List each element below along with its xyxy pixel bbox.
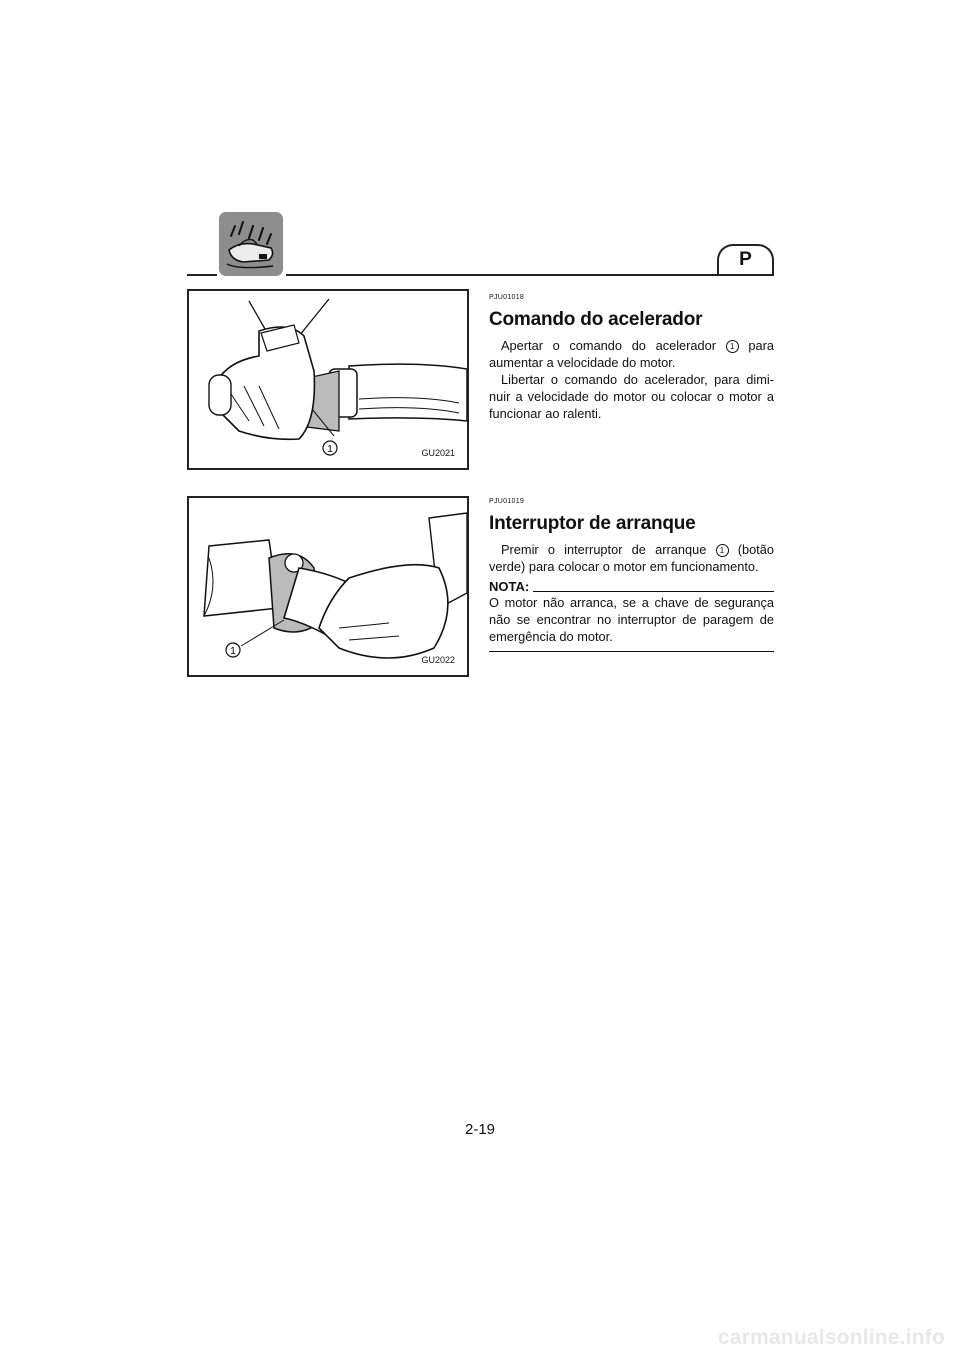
paragraph: Apertar o comando do acelerador 1 para aumentar a velocidade do motor. <box>489 338 774 370</box>
section-code: PJU01019 <box>489 498 525 505</box>
watercraft-icon <box>219 212 283 276</box>
section-title: Interruptor de arranque <box>489 513 696 534</box>
figure-throttle <box>187 289 469 470</box>
paragraph: Libertar o comando do acelerador, para dimi-nuir a velocidade do motor ou colocar o motor a funcionar ao ralenti. <box>489 372 774 421</box>
note-text: O motor não arranca, se a chave de segurança não se encontrar no interruptor de paragem de emergência do motor. <box>489 595 774 644</box>
figure-callout: 1 <box>327 444 333 455</box>
figure-start-switch <box>187 496 469 677</box>
figure-code: GU2021 <box>421 448 455 458</box>
page-number: 2-19 <box>464 1121 496 1138</box>
section-throttle <box>489 289 774 422</box>
note-end-rule <box>489 651 774 652</box>
note-label: NOTA: <box>489 579 530 594</box>
callout-marker: 1 <box>726 340 739 353</box>
figure-code: GU2022 <box>421 655 455 665</box>
section-title: Comando do acelerador <box>489 309 703 330</box>
watermark: carmanualsonline.info <box>717 1326 945 1349</box>
header-rule-left <box>187 274 217 276</box>
paragraph: Premir o interruptor de arranque 1 (botão verde) para colocar o motor em funcionamento. <box>489 542 774 574</box>
figure-callout: 1 <box>230 646 236 657</box>
callout-marker: 1 <box>716 544 729 557</box>
note-header <box>489 579 774 594</box>
section-start-switch <box>489 493 774 652</box>
section-code: PJU01018 <box>489 294 525 301</box>
language-badge: P <box>717 244 774 274</box>
header-rule-right <box>286 274 774 276</box>
